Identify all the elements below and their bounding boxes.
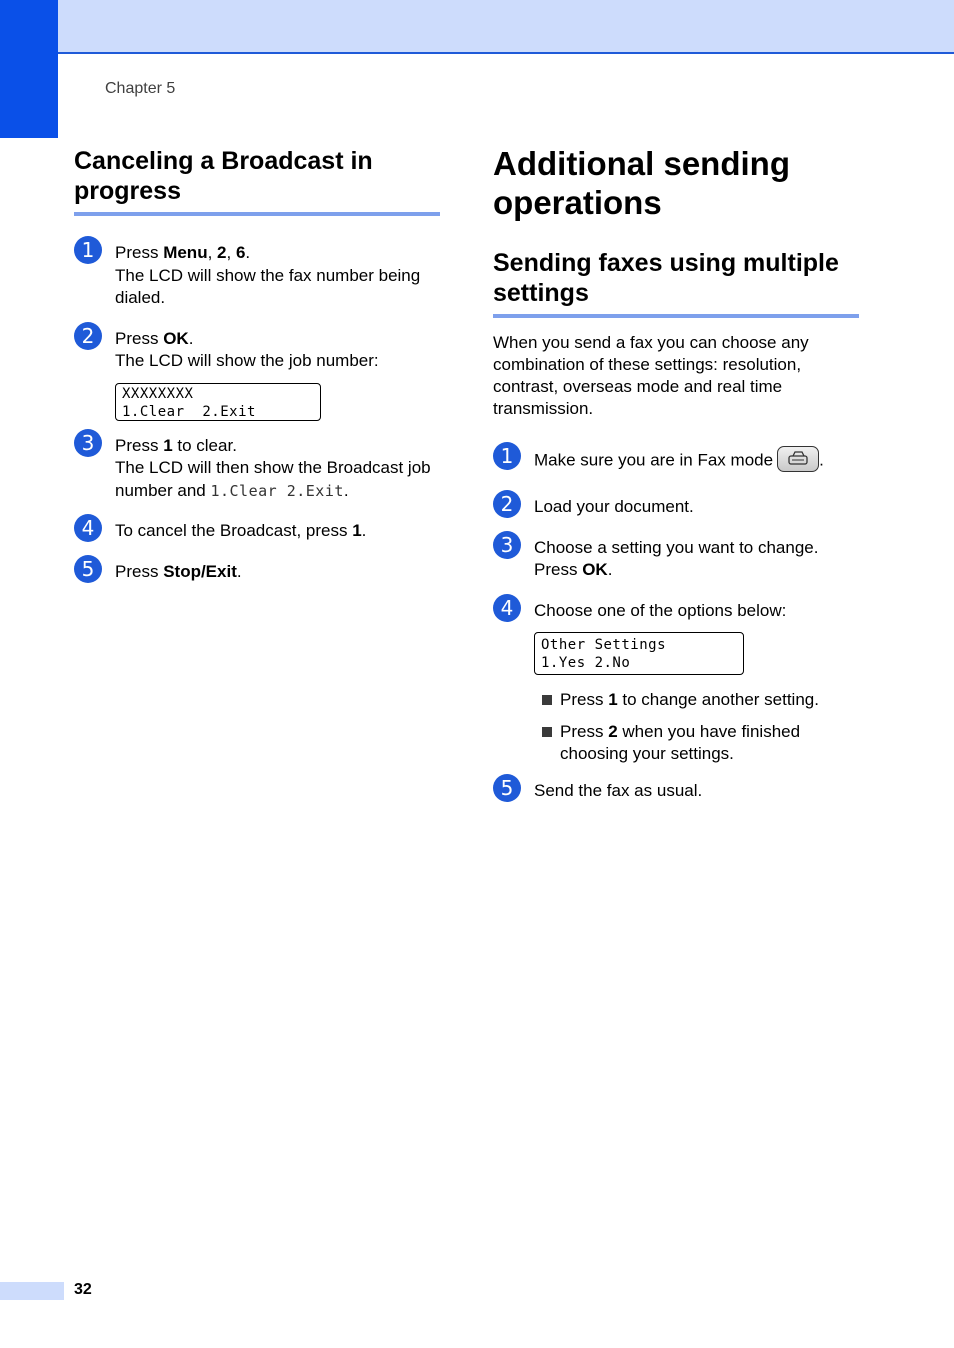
step-number-1: 1 <box>74 236 102 264</box>
step-2-line2: The LCD will show the job number: <box>115 351 379 370</box>
step-4 <box>74 516 440 543</box>
fax-step-3-line2: Press OK. <box>534 560 613 579</box>
step-number-2: 2 <box>74 322 102 350</box>
step-3-line2: The LCD will then show the Broadcast job number and 1.Clear 2.Exit. <box>115 458 431 500</box>
fax-step-4-text: Choose one of the options below: <box>534 600 787 620</box>
chapter-label: Chapter 5 <box>105 80 176 97</box>
step-number-5: 5 <box>74 555 102 583</box>
step-2-line1: Press OK. <box>115 328 194 348</box>
fax-step-5-text: Send the fax as usual. <box>534 780 703 800</box>
step-5-line1: Press Stop/Exit. <box>115 561 242 581</box>
step-number-3: 3 <box>74 429 102 457</box>
step-1-line1: Press Menu, 2, 6. <box>115 243 251 262</box>
fax-step-number-2: 2 <box>493 490 521 518</box>
options-list <box>534 689 859 766</box>
page-heading: Additional sending operations <box>493 145 790 221</box>
fax-step-1-text: Make sure you are in Fax mode . <box>534 448 859 474</box>
step-3 <box>74 430 440 503</box>
lcd-display-job-number: XXXXXXXX 1.Clear 2.Exit <box>115 383 321 421</box>
fax-step-3-line1: Choose a setting you want to change. <box>534 537 819 557</box>
intro-paragraph: When you send a fax you can choose any combination of these settings: resolution, contrast, overseas mode and real time transmission. <box>493 333 809 418</box>
fax-step-2-text: Load your document. <box>534 497 694 516</box>
footer-band <box>0 1282 64 1300</box>
step-5 <box>74 556 440 584</box>
step-2 <box>74 323 440 421</box>
option-item-2: Press 2 when you have finished choosing your settings. <box>534 721 859 766</box>
fax-step-4 <box>493 595 859 766</box>
fax-mode-button-icon <box>777 446 819 472</box>
step-1 <box>74 238 440 310</box>
step-number-4: 4 <box>74 514 102 542</box>
left-column <box>74 146 440 583</box>
fax-step-number-1: 1 <box>493 442 521 470</box>
fax-step-number-5: 5 <box>493 774 521 802</box>
chapter-tab <box>0 0 58 138</box>
fax-step-5 <box>493 775 859 803</box>
lcd-display-other-settings: Other Settings 1.Yes 2.No <box>534 632 744 675</box>
fax-step-number-4: 4 <box>493 594 521 622</box>
step-3-line1: Press 1 to clear. <box>115 435 237 455</box>
right-column <box>493 144 859 802</box>
fax-step-3 <box>493 532 859 582</box>
fax-step-2 <box>493 492 859 519</box>
bullet-square-icon <box>542 695 552 705</box>
fax-step-number-3: 3 <box>493 531 521 559</box>
option-item-1: Press 1 to change another setting. <box>534 689 859 712</box>
header-band <box>58 0 954 54</box>
fax-step-1 <box>493 444 859 474</box>
step-1-line2: The LCD will show the fax number being dialed. <box>115 265 421 307</box>
step-4-line1: To cancel the Broadcast, press 1. <box>115 521 367 540</box>
page-number: 32 <box>74 1281 92 1298</box>
section-title-cancel-broadcast: Canceling a Broadcast in progress <box>74 146 440 216</box>
section-title-multiple-settings: Sending faxes using multiple settings <box>493 248 859 318</box>
bullet-square-icon <box>542 727 552 737</box>
